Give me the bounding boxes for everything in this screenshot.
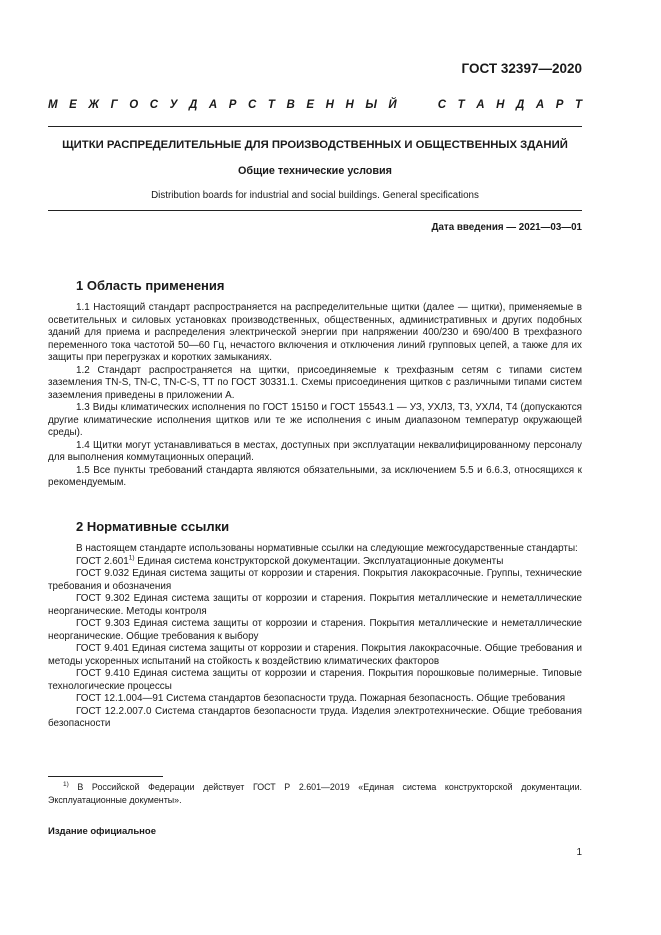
interstate-letter: Д: [189, 99, 198, 111]
interstate-letter: Н: [496, 99, 505, 111]
interstate-letter: С: [247, 99, 257, 111]
interstate-letter: Т: [457, 99, 465, 111]
paragraph: 1.2 Стандарт распространяется на щитки, присоединяемые к трехфазным сетям с типами систем заземления TN-S, TN-C, TN-C-S, TT по ГОСТ 30331.1. Схемы присоединения щитков с различными типами систем заземления приведены в приложении А.: [48, 364, 582, 401]
section-2-body: [48, 543, 582, 731]
header-divider: [48, 126, 582, 127]
interstate-letter: В: [286, 99, 295, 111]
reference-code: ГОСТ 2.601: [76, 555, 129, 567]
interstate-letter: О: [129, 99, 139, 111]
interstate-letter: [423, 99, 426, 111]
interstate-letter: Ж: [88, 99, 100, 111]
document-code: ГОСТ 32397—2020: [461, 61, 582, 76]
footnote-text: В Российской Федерации действует ГОСТ Р 2.601—2019 «Единая система конструкторской документации. Эксплуатационные документы».: [48, 782, 582, 805]
reference-item: ГОСТ 9.410 Единая система защиты от коррозии и старения. Покрытия порошковые полимерные. Типовые технологические процессы: [48, 668, 582, 692]
reference-text: Единая система конструкторской документации. Эксплуатационные документы: [134, 555, 504, 567]
document-title-ru: ЩИТКИ РАСПРЕДЕЛИТЕЛЬНЫЕ ДЛЯ ПРОИЗВОДСТВЕННЫХ И ОБЩЕСТВЕННЫХ ЗДАНИЙ: [62, 139, 568, 151]
title-divider: [48, 210, 582, 211]
interstate-letter: Д: [515, 99, 525, 111]
footnote-number: 1): [63, 781, 69, 789]
interstate-letter: А: [535, 99, 545, 111]
interstate-letter: С: [149, 99, 159, 111]
reference-item: ГОСТ 12.1.004—91 Система стандартов безопасности труда. Пожарная безопасность. Общие требования: [76, 693, 566, 704]
document-subtitle-ru: Общие технические условия: [238, 165, 392, 177]
references-intro: В настоящем стандарте использованы нормативные ссылки на следующие межгосударственные стандарты:: [76, 543, 578, 554]
interstate-letter: С: [437, 99, 447, 111]
interstate-letter: Г: [110, 99, 118, 111]
reference-item: ГОСТ 9.303 Единая система защиты от коррозии и старения. Покрытия металлические и неметаллические неорганические. Общие требования к выбору: [48, 618, 582, 642]
reference-item: [48, 556, 582, 569]
section-1-heading: 1 Область применения: [76, 278, 225, 293]
interstate-letter: Т: [267, 99, 275, 111]
paragraph: 1.5 Все пункты требований стандарта являются обязательными, за исключением 5.5 и 6.6.3, относящихся к рекомендуемым.: [48, 464, 582, 488]
footnote-marker[interactable]: 1): [128, 554, 135, 562]
interstate-letter: Й: [388, 99, 397, 111]
document-title-en: Distribution boards for industrial and social buildings. General specifications: [151, 190, 479, 201]
interstate-letter: Н: [345, 99, 354, 111]
reference-item: ГОСТ 9.032 Единая система защиты от коррозии и старения. Покрытия лакокрасочные. Группы, технические требования и обозначения: [48, 568, 582, 592]
interstate-letter: Ы: [365, 99, 377, 111]
introduction-date: Дата введения — 2021—03—01: [431, 222, 582, 233]
page-number: 1: [576, 847, 582, 858]
section-2-heading: 2 Нормативные ссылки: [76, 519, 230, 534]
official-edition-label: Издание официальное: [48, 826, 156, 837]
reference-item: ГОСТ 9.302 Единая система защиты от коррозии и старения. Покрытия металлические и неметаллические неорганические. Методы контроля: [48, 593, 582, 617]
interstate-letter: [408, 99, 411, 111]
reference-item: ГОСТ 12.2.007.0 Система стандартов безопасности труда. Изделия электротехнические. Общие требования безопасности: [48, 705, 582, 729]
interstate-letter: Р: [228, 99, 237, 111]
interstate-letter: Н: [325, 99, 334, 111]
footnote-divider: [48, 776, 163, 777]
interstate-letter: А: [208, 99, 218, 111]
interstate-letter: М: [48, 99, 58, 111]
interstate-standard-heading: [48, 99, 582, 111]
interstate-letter: У: [169, 99, 178, 111]
section-1-body: [48, 302, 582, 490]
paragraph: 1.4 Щитки могут устанавливаться в местах, доступных при эксплуатации неквалифицированному персоналу для выполнения коммутационных операций.: [48, 439, 582, 463]
interstate-letter: Т: [574, 99, 582, 111]
interstate-letter: А: [476, 99, 485, 111]
paragraph: 1.1 Настоящий стандарт распространяется на распределительные щитки (далее — щитки), применяемые в осветительных и силовых установках производственных, общественных, административных и других подобных зданий для приема и распределения электрической энергии при напряжении 400/230 и 690/400 В трехфазного переменного тока частотой 50—60 Гц, нечастого включения и отключения линий групповых цепей, а также для их защиты при перегрузках и коротких замыканиях.: [48, 302, 582, 363]
interstate-letter: Е: [306, 99, 314, 111]
interstate-letter: Е: [69, 99, 77, 111]
interstate-letter: Р: [555, 99, 564, 111]
paragraph: 1.3 Виды климатических исполнения по ГОСТ 15150 и ГОСТ 15543.1 — УЗ, УХЛ3, Т3, УХЛ4, Т4 (допускаются другие климатические исполнения щитков или те же исполнения с иным диапазоном температур окружающей среды).: [48, 402, 582, 438]
footnote: [48, 781, 582, 806]
reference-item: ГОСТ 9.401 Единая система защиты от коррозии и старения. Покрытия лакокрасочные. Общие требования и методы ускоренных испытаний на стойкость к воздействию климатических факторов: [48, 643, 582, 667]
